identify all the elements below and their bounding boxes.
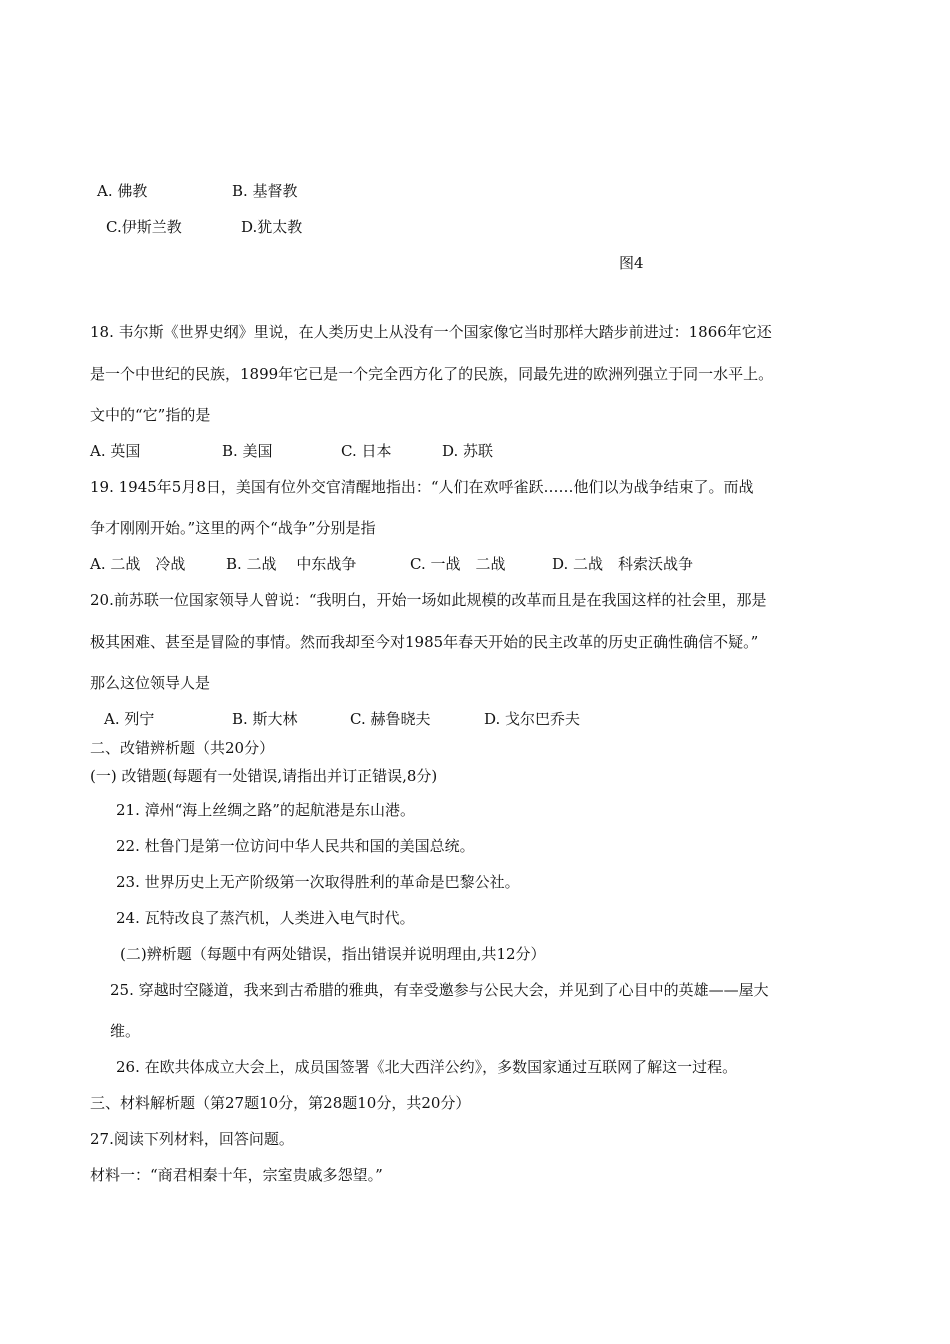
- question-19-line-2: 争才刚刚开始。”这里的两个“战争”分别是指: [90, 519, 376, 537]
- question-25-line-2: 维。: [110, 1022, 141, 1040]
- question-26: 26. 在欧共体成立大会上，成员国签署《北大西洋公约》，多数国家通过互联网了解这一过程。: [116, 1058, 738, 1076]
- question-24: 24. 瓦特改良了蒸汽机，人类进入电气时代。: [116, 909, 415, 927]
- option-17-a: A. 佛教: [97, 182, 148, 200]
- option-17-c: C.伊斯兰教: [106, 218, 182, 236]
- question-22: 22. 杜鲁门是第一位访问中华人民共和国的美国总统。: [116, 837, 475, 855]
- option-19-d: D. 二战 科索沃战争: [552, 555, 694, 573]
- question-25-line-1: 25. 穿越时空隧道，我来到古希腊的雅典，有幸受邀参与公民大会，并见到了心目中的英雄——屋大: [110, 981, 769, 999]
- question-20-line-3: 那么这位领导人是: [90, 674, 211, 692]
- section-2-title: 二、改错辨析题（共20分）: [90, 739, 275, 757]
- option-18-d: D. 苏联: [442, 442, 494, 460]
- section-3-title: 三、材料解析题（第27题10分，第28题10分，共20分）: [90, 1094, 471, 1112]
- option-19-b: B. 二战 中东战争: [226, 555, 357, 573]
- question-21: 21. 漳州“海上丝绸之路”的起航港是东山港。: [116, 801, 415, 819]
- option-18-a: A. 英国: [90, 442, 141, 460]
- question-18-line-1: 18. 韦尔斯《世界史纲》里说，在人类历史上从没有一个国家像它当时那样大踏步前进过：1866年它还: [90, 323, 772, 341]
- option-18-b: B. 美国: [222, 442, 273, 460]
- figure-caption: 图4: [619, 254, 644, 272]
- question-20-line-1: 20.前苏联一位国家领导人曾说：“我明白，开始一场如此规模的改革而且是在我国这样的社会里，那是: [90, 591, 767, 609]
- question-18-line-3: 文中的“它”指的是: [90, 406, 211, 424]
- question-27-intro: 27.阅读下列材料，回答问题。: [90, 1130, 294, 1148]
- option-20-d: D. 戈尔巴乔夫: [484, 710, 581, 728]
- option-19-a: A. 二战 冷战: [90, 555, 186, 573]
- option-20-a: A. 列宁: [104, 710, 155, 728]
- option-20-c: C. 赫鲁晓夫: [350, 710, 431, 728]
- section-2-part-1-title: (一) 改错题(每题有一处错误,请指出并订正错误,8分): [90, 767, 438, 785]
- question-19-line-1: 19. 1945年5月8日，美国有位外交官清醒地指出：“人们在欢呼雀跃……他们以为战争结束了。而战: [90, 478, 754, 496]
- option-18-c: C. 日本: [341, 442, 392, 460]
- question-18-line-2: 是一个中世纪的民族，1899年它已是一个完全西方化了的民族，同最先进的欧洲列强立于同一水平上。: [90, 365, 774, 383]
- option-17-d: D.犹太教: [241, 218, 303, 236]
- section-2-part-2-title: (二)辨析题（每题中有两处错误，指出错误并说明理由,共12分）: [120, 945, 546, 963]
- option-17-b: B. 基督教: [232, 182, 298, 200]
- material-1: 材料一：“商君相秦十年，宗室贵戚多怨望。”: [90, 1166, 383, 1184]
- option-20-b: B. 斯大林: [232, 710, 298, 728]
- question-20-line-2: 极其困难、甚至是冒险的事情。然而我却至今对1985年春天开始的民主改革的历史正确性确信不疑。”: [90, 633, 759, 651]
- option-19-c: C. 一战 二战: [410, 555, 506, 573]
- question-23: 23. 世界历史上无产阶级第一次取得胜利的革命是巴黎公社。: [116, 873, 520, 891]
